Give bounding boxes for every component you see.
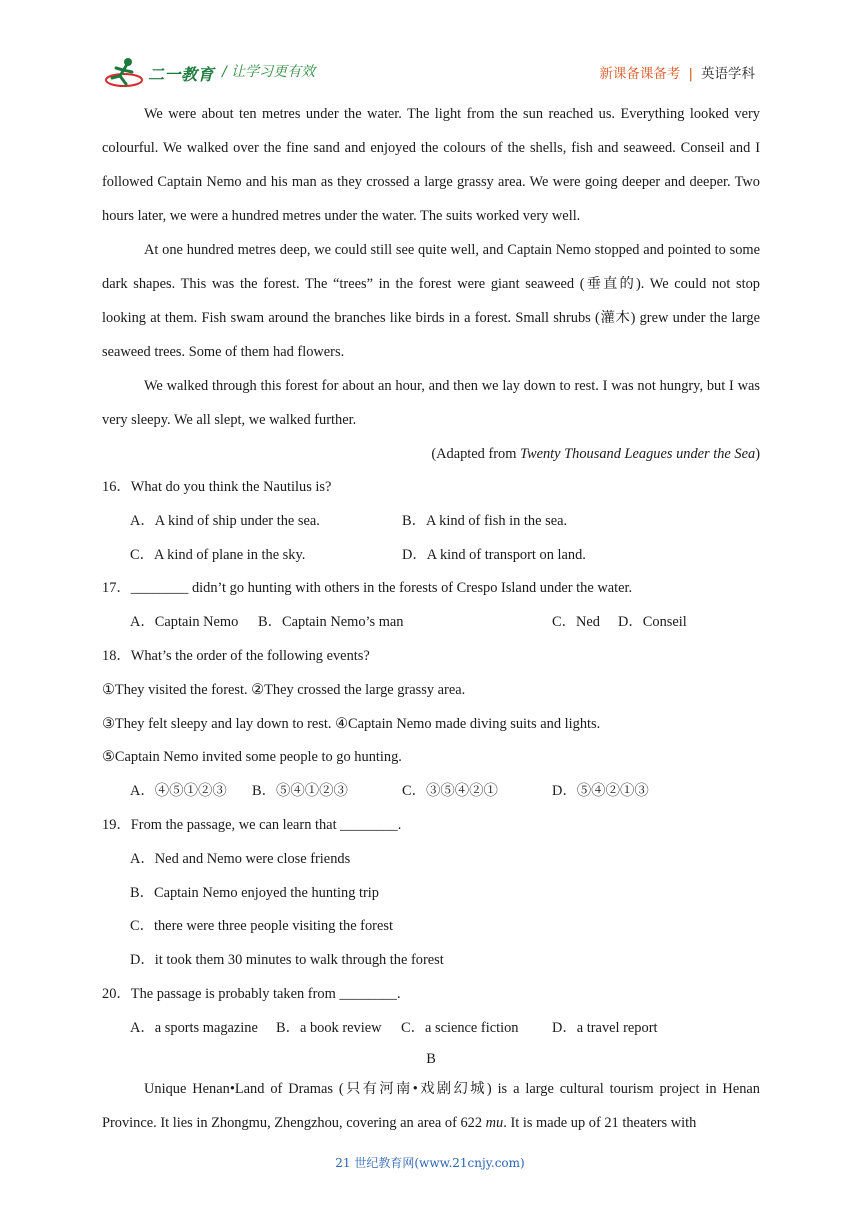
logo-text: 二一教育 — [148, 65, 215, 84]
question-16-options-row-2 — [102, 539, 760, 573]
header-subject — [599, 62, 755, 82]
question-18-event-line-3: ⑤Captain Nemo invited some people to go hunting. — [102, 749, 402, 766]
question-20-option-d: D．a travel report — [552, 1019, 658, 1036]
page-header — [0, 0, 860, 90]
question-19-option-row-b — [102, 877, 760, 911]
question-19-stem: 19．From the passage, we can learn that ________. — [102, 816, 402, 833]
page-footer: 21 世纪教育网(www.21cnjy.com) — [335, 1156, 525, 1170]
passage-source — [102, 437, 760, 471]
question-16-stem: 16．What do you think the Nautilus is? — [102, 479, 332, 495]
section-b-paragraph-1 — [102, 1072, 760, 1140]
header-subject-label: 英语学科 — [701, 66, 755, 82]
header-separator: | — [688, 66, 693, 82]
question-19-option-a: A．Ned and Nemo were close friends — [130, 850, 351, 867]
question-16-option-a: A．A kind of ship under the sea. — [130, 512, 320, 529]
question-17-options — [102, 606, 760, 640]
question-20-option-b: B．a book review — [276, 1019, 382, 1036]
question-17-option-d: D．Conseil — [618, 614, 687, 631]
passage-paragraph-1: We were about ten metres under the water. The light from the sun reached us. Everything looked very colourful. We walked over the fine sand and enjoyed the colours of the shells, fish and seaweed. Conseil and I followed Captain Nemo and his man as they crossed a large grassy area. We were going deeper and deeper. Two hours later, we were a hundred metres under the water. The suits worked very well. — [102, 106, 760, 224]
question-20-option-a: A．a sports magazine — [130, 1019, 258, 1036]
passage-paragraph-2: At one hundred metres deep, we could still see quite well, and Captain Nemo stopped and pointed to some dark shapes. This was the forest. The “trees” in the forest were giant seaweed (垂直的). We could not stop looking at them. Fish swam around the branches like birds in a forest. Small shrubs (灌木) grew under the large seaweed trees. Some of them had flowers. — [102, 242, 760, 360]
section-b-text-a: Unique Henan•Land of Dramas (只有河南•戏剧幻城) is a large cultural tourism project in Henan Province. It lies in Zhongmu, Zhengzhou, covering an area of 622 — [102, 1080, 760, 1131]
question-18-option-d: D．⑤④②①③ — [552, 783, 649, 800]
question-17-stem: 17．________ didn’t go hunting with others in the forests of Crespo Island under the water. — [102, 580, 633, 597]
source-suffix: ) — [755, 446, 760, 462]
question-19-option-b: B．Captain Nemo enjoyed the hunting trip — [130, 884, 379, 901]
question-19-option-d: D．it took them 30 minutes to walk through the forest — [130, 952, 444, 969]
section-b-text-b: . It is made up of 21 theaters with — [503, 1114, 697, 1131]
document-body — [102, 97, 760, 1140]
question-20-stem: 20．The passage is probably taken from ________. — [102, 985, 401, 1002]
question-19-option-c: C．there were three people visiting the forest — [130, 918, 393, 935]
section-b-mu: mu — [485, 1114, 504, 1131]
question-17-option-b: B．Captain Nemo’s man — [258, 614, 404, 631]
header-course-label: 新课备课备考 — [599, 66, 681, 82]
question-18-event-line-2: ③They felt sleepy and lay down to rest. ④Captain Nemo made diving suits and lights. — [102, 715, 601, 732]
question-18-event-line-1: ①They visited the forest. ②They crossed the large grassy area. — [102, 681, 466, 698]
question-19-option-row-d — [102, 944, 760, 978]
question-17-option-a: A．Captain Nemo — [130, 614, 239, 631]
question-18-option-b: B．⑤④①②③ — [252, 783, 348, 800]
header-slogan: / 让学习更有效 — [222, 64, 316, 80]
question-19-option-row-a — [102, 843, 760, 877]
source-prefix: (Adapted from — [431, 446, 521, 462]
question-16-option-b: B．A kind of fish in the sea. — [402, 512, 568, 529]
question-20-options — [102, 1012, 760, 1046]
question-19-option-row-c — [102, 910, 760, 944]
question-18-options — [102, 775, 760, 809]
question-17-option-c: C．Ned — [552, 614, 600, 631]
question-18-option-c: C．③⑤④②① — [402, 783, 498, 800]
question-16-option-c: C．A kind of plane in the sky. — [130, 546, 306, 563]
question-18-option-a: A．④⑤①②③ — [130, 783, 227, 800]
passage-paragraph-3: We walked through this forest for about an hour, and then we lay down to rest. I was not hungry, but I was very sleepy. We all slept, we walked further. — [102, 378, 760, 428]
section-b-label: B — [426, 1050, 436, 1067]
question-20-option-c: C．a science fiction — [401, 1019, 519, 1036]
question-18-stem: 18．What’s the order of the following events? — [102, 647, 370, 664]
source-title: Twenty Thousand Leagues under the Sea — [520, 446, 756, 462]
question-16-option-d: D．A kind of transport on land. — [402, 546, 586, 563]
question-16-options-row-1 — [102, 505, 760, 539]
